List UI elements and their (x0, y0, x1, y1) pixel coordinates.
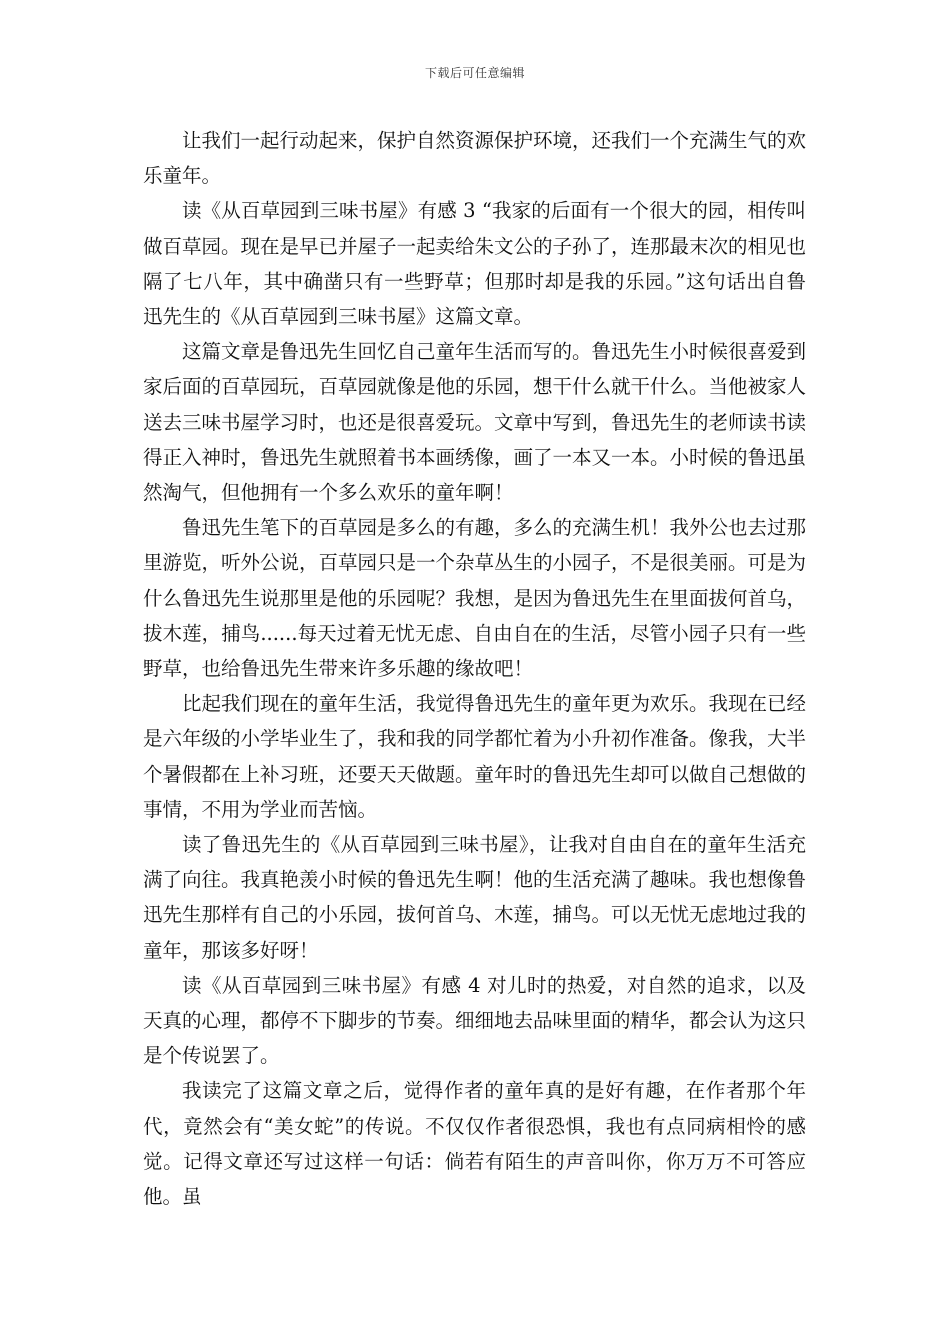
paragraph: 我读完了这篇文章之后，觉得作者的童年真的是好有趣，在作者那个年代，竟然会有“美女蛇”的传说。不仅仅作者很恐惧，我也有点同病相怜的感觉。记得文章还写过这样一句话：倘若有陌生的声音叫你，你万万不可答应他。虽 (143, 1079, 806, 1209)
paragraph: 读了鲁迅先生的《从百草园到三味书屋》，让我对自由自在的童年生活充满了向往。我真艳羡小时候的鲁迅先生啊！他的生活充满了趣味。我也想像鲁迅先生那样有自己的小乐园，拔何首乌、木莲，捕鸟。可以无忧无虑地过我的童年，那该多好呀！ (143, 833, 807, 962)
paragraph: 这篇文章是鲁迅先生回忆自己童年生活而写的。鲁迅先生小时候很喜爱到家后面的百草园玩，百草园就像是他的乐园，想干什么就干什么。当他被家人送去三味书屋学习时，也还是很喜爱玩。文章中写到，鲁迅先生的老师读书读得正入神时，鲁迅先生就照着书本画绣像，画了一本又一本。小时候的鲁迅虽然淘气，但他拥有一个多么欢乐的童年啊！ (143, 340, 807, 505)
page-header: 下载后可任意编辑 (424, 66, 525, 80)
paragraph: 读《从百草园到三味书屋》有感 4 对儿时的热爱，对自然的追求，以及天真的心理，都停不下脚步的节奏。细细地去品味里面的精华，都会认为这只是个传说罢了。 (143, 973, 807, 1068)
paragraph: 比起我们现在的童年生活，我觉得鲁迅先生的童年更为欢乐。我现在已经是六年级的小学毕业生了，我和我的同学都忙着为小升初作准备。像我，大半个暑假都在上补习班，还要天天做题。童年时的鲁迅先生却可以做自己想做的事情，不用为学业而苦恼。 (143, 692, 807, 821)
paragraph: 让我们一起行动起来，保护自然资源保护环境，还我们一个充满生气的欢乐童年。 (143, 129, 807, 188)
article-body (143, 123, 806, 1214)
paragraph: 读《从百草园到三味书屋》有感 3 “我家的后面有一个很大的园，相传叫做百草园。现在是早已并屋子一起卖给朱文公的子孙了，连那最末次的相见也隔了七八年，其中确凿只有一些野草；但那时却是我的乐园。”这句话出自鲁迅先生的《从百草园到三味书屋》这篇文章。 (143, 199, 807, 329)
paragraph: 鲁迅先生笔下的百草园是多么的有趣，多么的充满生机！我外公也去过那里游览，听外公说，百草园只是一个杂草丛生的小园子，不是很美丽。可是为什么鲁迅先生说那里是他的乐园呢？我想，是因为鲁迅先生在里面拔何首乌，拔木莲，捕鸟......每天过着无忧无虑、自由自在的生活，尽管小园子只有一些野草，也给鲁迅先生带来许多乐趣的缘故吧！ (143, 516, 807, 681)
